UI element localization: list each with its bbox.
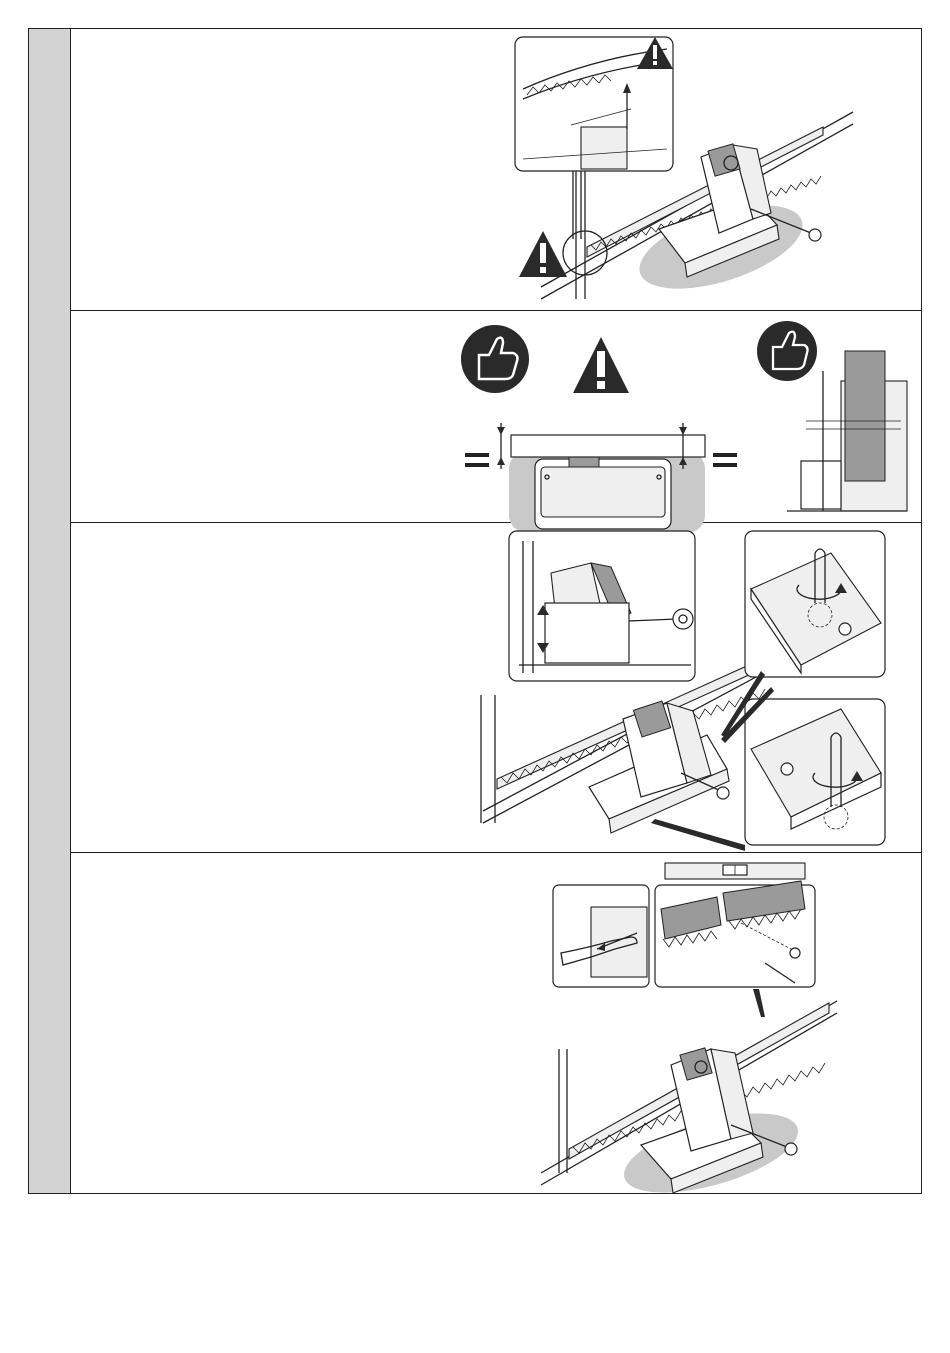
step-4-illustration [71, 853, 923, 1195]
warning-icon [573, 337, 629, 393]
warning-icon [519, 231, 567, 277]
thumbs-up-icon [461, 325, 529, 393]
step-row-3 [71, 523, 921, 853]
spirit-level-icon [665, 863, 805, 879]
equal-sign-icon [713, 453, 737, 467]
step-row-2 [71, 311, 921, 523]
thumbs-up-icon [757, 321, 817, 381]
step-3-illustration [71, 523, 923, 853]
step-2-illustration [71, 311, 923, 523]
step-row-1 [71, 29, 921, 311]
step-1-illustration [71, 29, 923, 311]
equal-sign-icon [465, 453, 489, 467]
step-row-4 [71, 853, 921, 1195]
left-sidebar-strip [29, 29, 71, 1193]
instruction-frame [28, 28, 922, 1194]
